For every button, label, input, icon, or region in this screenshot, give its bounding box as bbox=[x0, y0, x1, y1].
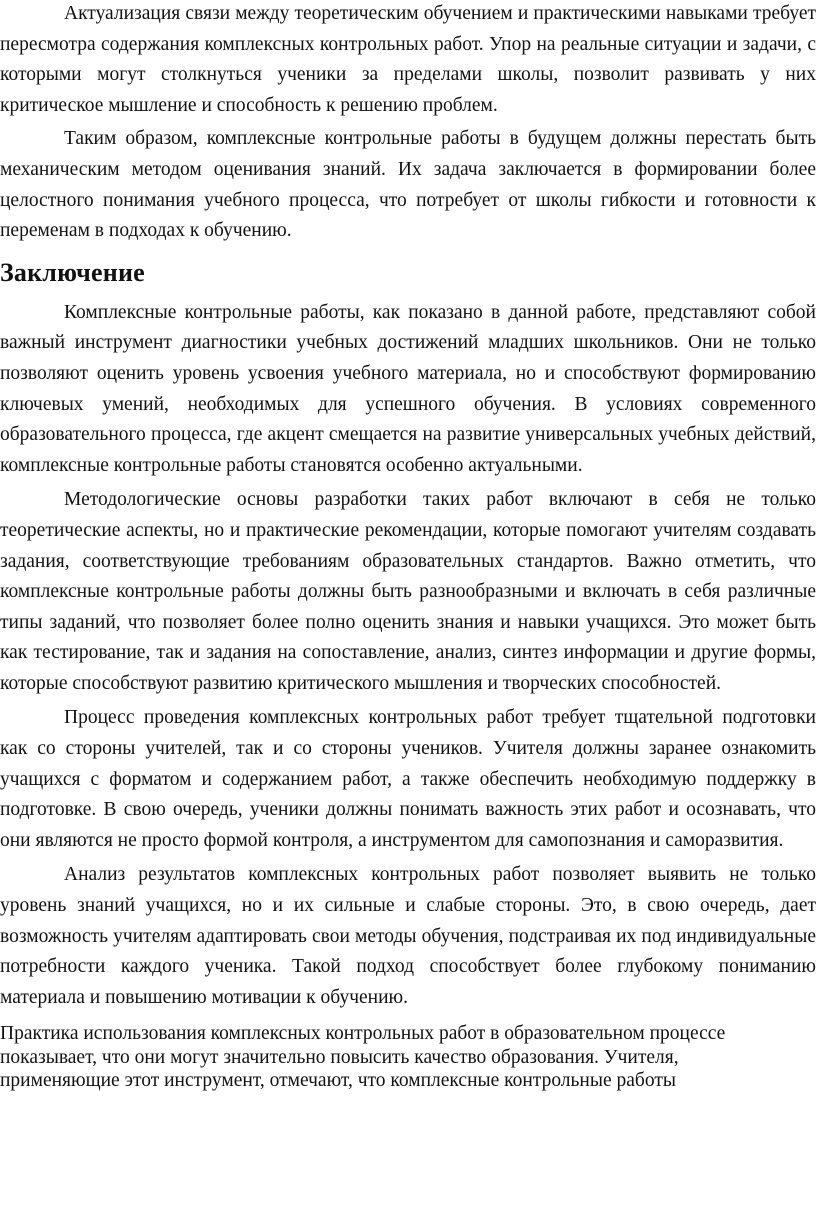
paragraph-conclusion-intro: Комплексные контрольные работы, как показано в данной работе, представляют собой важный инструмент диагностики учебных достижений младших школьников. Они не только позволяют оценить уровень усвоения учебного материала, но и способствуют формированию ключевых умений, необходимых для успешного обучения. В условиях современного образовательного процесса, где акцент смещается на развитие универсальных учебных действий, комплексные контрольные работы становятся особенно актуальными. bbox=[0, 301, 816, 476]
section-heading-conclusion: Заключение bbox=[0, 257, 145, 287]
paragraph-practice: Практика использования комплексных контрольных работ в образовательном процессе показывает, что они могут значительно повысить качество образования. Учителя, применяющие этот инструмент, отмечают, что комплексные контрольные работы bbox=[0, 1023, 726, 1092]
paragraph-actualization: Актуализация связи между теоретическим обучением и практическими навыками требует пересмотра содержания комплексных контрольных работ. Упор на реальные ситуации и задачи, с которыми могут столкнуться ученики за пределами школы, позволит развивать у них критическое мышление и способность к решению проблем. bbox=[0, 3, 816, 116]
paragraph-process: Процесс проведения комплексных контрольных работ требует тщательной подготовки как со стороны учителей, так и со стороны учеников. Учителя должны заранее ознакомить учащихся с форматом и содержанием работ, а также обеспечить необходимую поддержку в подготовке. В свою очередь, ученики должны понимать важность этих работ и осознавать, что они являются не просто формой контроля, а инструментом для самопознания и саморазвития. bbox=[0, 707, 816, 851]
paragraph-summary: Таким образом, комплексные контрольные работы в будущем должны перестать быть механическим методом оценивания знаний. Их задача заключается в формировании более целостного понимания учебного процесса, что потребует от школы гибкости и готовности к переменам в подходах к обучению. bbox=[0, 128, 816, 242]
paragraph-methodology: Методологические основы разработки таких работ включают в себя не только теоретические аспекты, но и практические рекомендации, которые помогают учителям создавать задания, соответствующие требованиям образовательных стандартов. Важно отметить, что комплексные контрольные работы должны быть разнообразными и включать в себя различные типы заданий, что позволяет более полно оценить знания и навыки учащихся. Это может быть как тестирование, так и задания на сопоставление, анализ, синтез информации и другие формы, которые способствуют развитию критического мышления и творческих способностей. bbox=[0, 489, 816, 694]
paragraph-analysis: Анализ результатов комплексных контрольных работ позволяет выявить не только уровень знаний учащихся, но и их сильные и слабые стороны. Это, в свою очередь, дает возможность учителям адаптировать свои методы обучения, подстраивая их под индивидуальные потребности каждого ученика. Такой подход способствует более глубокому пониманию материала и повышению мотивации к обучению. bbox=[0, 864, 816, 1008]
